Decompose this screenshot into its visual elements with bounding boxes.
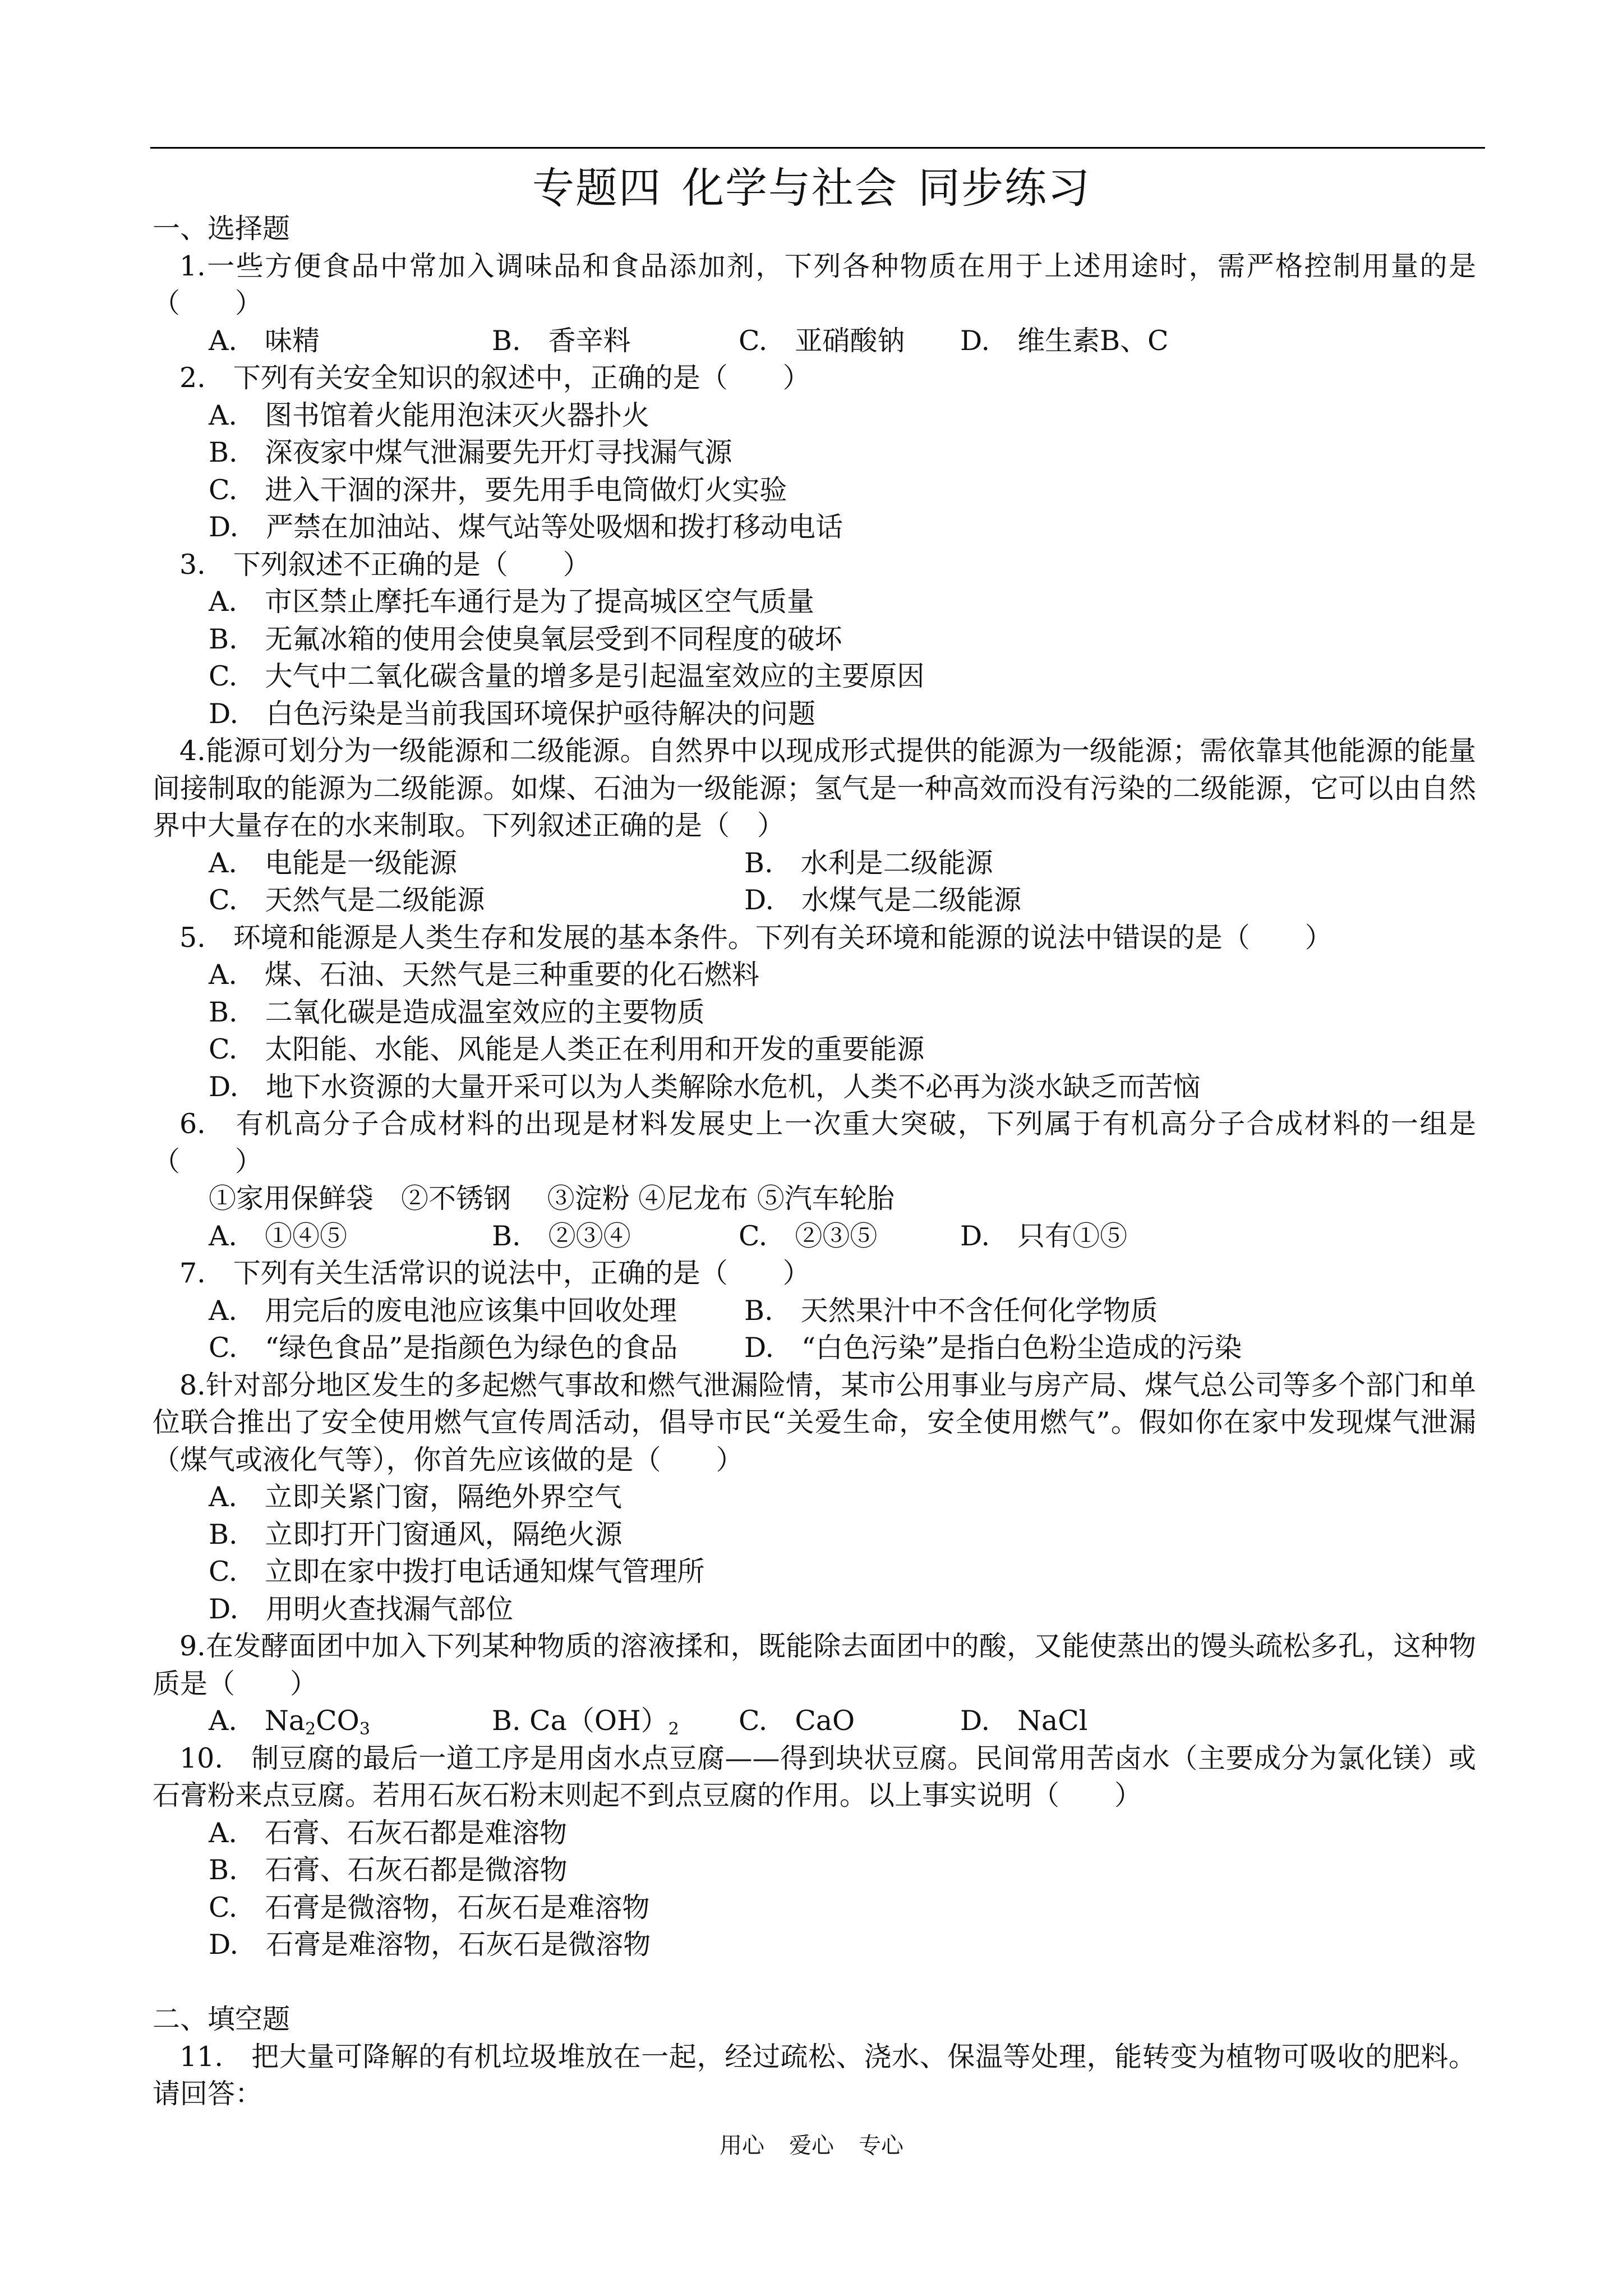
option-b	[492, 1703, 739, 1740]
option-d: D. 白色污染是当前我国环境保护亟待解决的问题	[209, 697, 816, 730]
formula-text: CO	[316, 1705, 359, 1737]
question-stem: 4.能源可划分为一级能源和二级能源。自然界中以现成形式提供的能源为一级能源；需依靠其他能源的能量间接制取的能源为二级能源。如煤、石油为一级能源；氢气是一种高效而没有污染的二级能源，它可以由自然界中大量存在的水来制取。下列叙述正确的是（ ）	[153, 735, 1476, 841]
option-a: A. 电能是一级能源	[209, 846, 457, 879]
option-a: A. 立即关紧门窗，隔绝外界空气	[209, 1481, 622, 1513]
formula-subscript: 2	[305, 1719, 316, 1739]
option-c: C. 亚硝酸钠	[739, 324, 905, 357]
options-row	[153, 323, 1476, 360]
option-c: C. 立即在家中拨打电话通知煤气管理所	[209, 1556, 705, 1588]
option-c: C. 天然气是二级能源	[209, 884, 485, 916]
question-stem: 8.针对部分地区发生的多起燃气事故和燃气泄漏险情，某市公用事业与房产局、煤气总公司等多个部门和单位联合推出了安全使用燃气宣传周活动，倡导市民“关爱生命，安全使用燃气”。假如你在家中发现煤气泄漏（煤气或液化气等），你首先应该做的是（ ）	[153, 1369, 1476, 1476]
option-b: B. 二氧化碳是造成温室效应的主要物质	[209, 996, 705, 1028]
question-stem: 7. 下列有关生活常识的说法中，正确的是（ ）	[179, 1257, 810, 1289]
page-title	[0, 160, 1623, 216]
option-b: B. 天然果汁中不含任何化学物质	[744, 1294, 1158, 1327]
option-b: B. 石膏、石灰石都是微溶物	[209, 1854, 568, 1886]
question-items: ①家用保鲜袋 ②不锈钢 ③淀粉 ④尼龙布 ⑤汽车轮胎	[209, 1182, 895, 1214]
option-c: C. 进入干涸的深井，要先用手电筒做灯火实验	[209, 473, 787, 506]
option-d: D. NaCl	[960, 1705, 1088, 1737]
option-a: A. 味精	[209, 324, 320, 357]
question-stem: 5. 环境和能源是人类生存和发展的基本条件。下列有关环境和能源的说法中错误的是（ ）	[179, 921, 1332, 954]
question-stem: 1.一些方便食品中常加入调味品和食品添加剂，下列各种物质在用于上述用途时，需严格控制用量的是（ ）	[153, 250, 1476, 319]
option-a: A. 图书馆着火能用泡沫灭火器扑火	[209, 399, 649, 431]
title-part: 专题四	[532, 163, 662, 213]
title-part: 同步练习	[918, 163, 1091, 213]
option-c: C. CaO	[739, 1705, 855, 1737]
option-d: D. 严禁在加油站、煤气站等处吸烟和拨打移动电话	[209, 511, 843, 543]
option-c: C. “绿色食品”是指颜色为绿色的食品	[209, 1332, 678, 1364]
options-row	[153, 1292, 1476, 1330]
option-b: B. 香辛料	[492, 324, 631, 357]
question-stem: 9.在发酵面团中加入下列某种物质的溶液揉和，既能除去面团中的酸，又能使蒸出的馒头疏松多孔，这种物质是（ ）	[153, 1630, 1476, 1700]
option-a: A. 用完后的废电池应该集中回收处理	[209, 1294, 677, 1327]
option-a: A. 市区禁止摩托车通行是为了提高城区空气质量	[209, 586, 814, 618]
formula-subscript: 2	[668, 1719, 679, 1739]
option-b: B. ②③④	[492, 1220, 631, 1252]
section-heading: 二、填空题	[153, 2003, 291, 2035]
formula-text: A. Na	[209, 1705, 306, 1737]
option-d: D. 只有①⑤	[960, 1220, 1128, 1252]
page-footer	[0, 2132, 1623, 2160]
option-b: B. 水利是二级能源	[744, 846, 993, 879]
option-d: D. 地下水资源的大量开采可以为人类解除水危机，人类不必再为淡水缺乏而苦恼	[209, 1070, 1201, 1103]
title-part: 化学与社会	[681, 163, 898, 213]
option-d: D. “白色污染”是指白色粉尘造成的污染	[744, 1332, 1242, 1364]
option-c: C. 石膏是微溶物，石灰石是难溶物	[209, 1891, 650, 1924]
question-stem: 10. 制豆腐的最后一道工序是用卤水点豆腐——得到块状豆腐。民间常用苦卤水（主要成分为氯化镁）或石膏粉来点豆腐。若用石灰石粉末则起不到点豆腐的作用。以上事实说明（ ）	[153, 1742, 1476, 1811]
option-a: A. 石膏、石灰石都是难溶物	[209, 1816, 567, 1849]
option-b: B. 无氟冰箱的使用会使臭氧层受到不同程度的破坏	[209, 623, 842, 655]
option-d: D. 维生素B、C	[960, 324, 1169, 357]
option-b: B. 深夜家中煤气泄漏要先开灯寻找漏气源	[209, 436, 732, 468]
footer-text: 用心	[720, 2133, 764, 2159]
option-b: B. 立即打开门窗通风，隔绝火源	[209, 1518, 623, 1550]
options-row	[153, 1703, 1476, 1740]
option-d: D. 水煤气是二级能源	[744, 884, 1022, 916]
question-stem: 3. 下列叙述不正确的是（ ）	[179, 548, 591, 581]
formula-text: B. Ca（OH）	[492, 1705, 668, 1737]
option-a	[209, 1703, 492, 1740]
option-d: D. 石膏是难溶物，石灰石是微溶物	[209, 1929, 651, 1961]
option-d: D. 用明火查找漏气部位	[209, 1593, 514, 1625]
options-row	[153, 1329, 1476, 1367]
exercise-content	[153, 210, 1476, 2113]
option-a: A. ①④⑤	[209, 1220, 347, 1252]
formula-subscript: 3	[359, 1719, 370, 1739]
option-c: C. 太阳能、水能、风能是人类正在利用和开发的重要能源	[209, 1033, 925, 1065]
options-row	[153, 1218, 1476, 1255]
question-stem: 6. 有机高分子合成材料的出现是材料发展史上一次重大突破，下列属于有机高分子合成材料的一组是（ ）	[153, 1108, 1476, 1177]
question-stem: 11. 把大量可降解的有机垃圾堆放在一起，经过疏松、浇水、保温等处理，能转变为植物可吸收的肥料。请回答：	[153, 2040, 1476, 2110]
spacer	[153, 1964, 1476, 2001]
question-stem: 2. 下列有关安全知识的叙述中，正确的是（ ）	[179, 362, 810, 394]
option-a: A. 煤、石油、天然气是三种重要的化石燃料	[209, 959, 759, 991]
section-heading: 一、选择题	[153, 213, 291, 245]
footer-text: 爱心	[789, 2133, 834, 2159]
option-c: C. 大气中二氧化碳含量的增多是引起温室效应的主要原因	[209, 660, 925, 692]
footer-text: 专心	[859, 2133, 903, 2159]
options-row	[153, 845, 1476, 882]
header-rule	[150, 147, 1485, 149]
option-c: C. ②③⑤	[739, 1220, 878, 1252]
options-row	[153, 882, 1476, 919]
